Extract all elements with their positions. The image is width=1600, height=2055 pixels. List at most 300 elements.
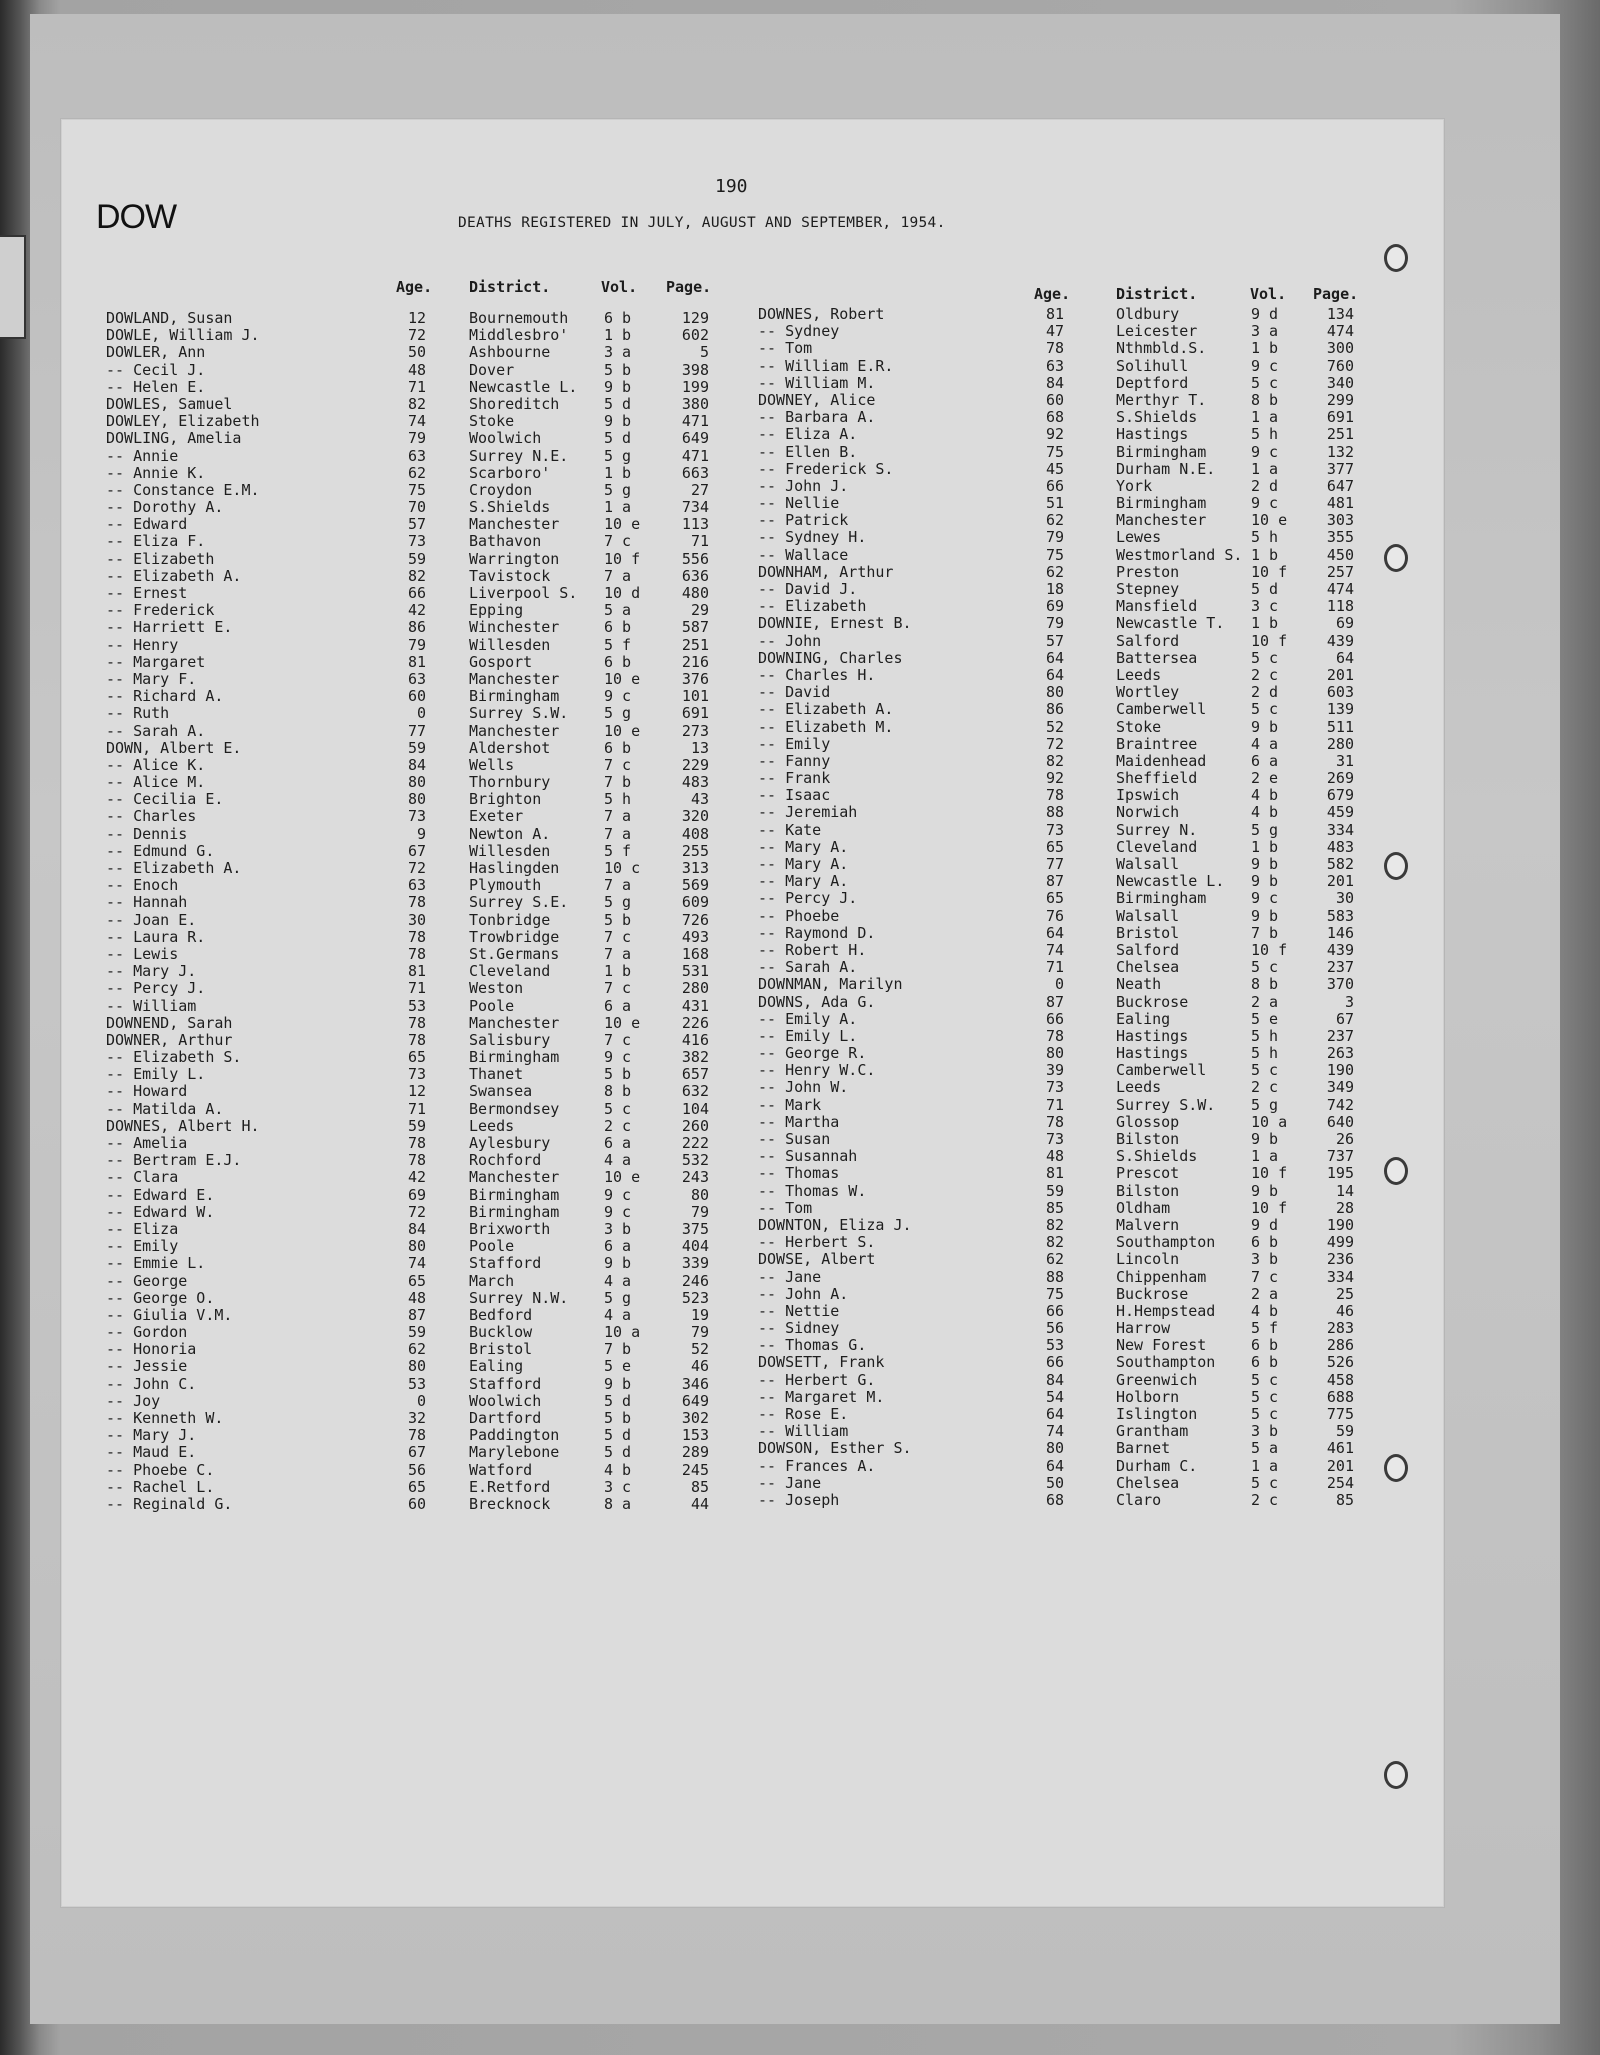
entry-age: 59 [407,549,426,568]
entry-district: Durham C. [1116,1456,1198,1475]
entry-age: 78 [407,927,426,946]
binder-hole [1384,544,1408,572]
entry-age: 84 [407,755,426,774]
entry-volume: 9 b [1251,906,1279,925]
entry-page: 85 [1335,1490,1354,1509]
entry-district: H.Hempstead [1116,1301,1216,1320]
entry-age: 60 [407,687,426,706]
entry-name: -- Elizabeth [758,597,867,616]
entry-age: 80 [407,790,426,809]
entry-district: March [469,1271,515,1290]
register-entry [106,516,746,533]
entry-volume: 4 a [604,1151,632,1170]
register-entry [758,770,1378,787]
entry-volume: 7 c [604,755,632,774]
register-entry [106,843,746,860]
entry-volume: 1 a [1251,459,1279,478]
register-entry [758,1183,1378,1200]
register-entry [758,839,1378,856]
entry-page: 201 [1326,872,1354,891]
entry-age: 65 [407,1477,426,1496]
entry-name: -- Eliza A. [758,425,858,444]
entry-volume: 9 c [1251,356,1279,375]
entry-page: 243 [681,1168,709,1187]
entry-volume: 5 b [604,1409,632,1427]
entry-age: 67 [407,841,426,860]
entry-volume: 10 e [604,721,641,740]
register-entry [106,1393,746,1410]
entry-page: 483 [1326,837,1354,856]
entry-district: Willesden [469,635,551,654]
entry-volume: 1 a [1251,1147,1279,1166]
entry-volume: 5 g [604,893,632,912]
entry-name: -- Hannah [106,893,188,912]
entry-page: 471 [681,446,709,465]
entry-name: -- Edmund G. [106,841,215,860]
entry-page: 734 [681,498,709,517]
register-entry [106,1221,746,1238]
register-entry [758,375,1378,392]
register-entry [758,581,1378,598]
entry-district: Plymouth [469,876,542,895]
entry-page: 480 [681,584,709,602]
entry-district: Salford [1116,631,1180,650]
entry-page: 43 [690,790,709,809]
entry-name: -- Alice M. [106,773,206,792]
register-entry [106,1410,746,1427]
entry-district: Deptford [1116,373,1189,392]
entry-page: 380 [681,394,709,413]
entry-district: New Forest [1116,1336,1207,1355]
entry-age: 80 [407,1237,426,1256]
entry-name: -- John J. [758,476,849,495]
entry-district: Westmorland S. [1116,545,1243,564]
entry-volume: 3 c [604,1477,632,1496]
entry-page: 775 [1326,1405,1354,1423]
entry-name: DOWNES, Albert H. [106,1116,260,1135]
entry-page: 46 [1335,1301,1354,1320]
entry-age: 0 [416,704,426,723]
entry-name: -- Mary A. [758,872,849,891]
entry-volume: 2 c [1251,665,1279,684]
left-entries-column [106,278,746,1513]
entry-volume: 6 b [1251,1336,1279,1355]
register-entry [106,1152,746,1169]
entry-age: 77 [407,721,426,740]
register-entry [758,444,1378,461]
entry-volume: 5 b [604,910,632,929]
entry-district: Birmingham [469,687,560,706]
entry-district: Lincoln [1116,1250,1180,1269]
entry-age: 53 [407,996,426,1015]
register-entry [106,774,746,791]
entry-page: 461 [1326,1439,1354,1458]
binder-hole [1384,852,1408,880]
entry-district: Bournemouth [469,309,569,327]
entry-district: Lewes [1116,528,1162,547]
entry-district: Stepney [1116,580,1180,598]
entry-page: 688 [1326,1387,1354,1406]
entry-volume: 2 d [1251,476,1279,495]
entry-page: 742 [1326,1095,1354,1114]
entry-name: -- Elizabeth [106,549,215,568]
register-entry [758,1079,1378,1096]
entry-district: Leicester [1116,322,1198,341]
entry-volume: 5 d [604,1426,632,1445]
entry-age: 66 [1045,1353,1064,1372]
entry-volume: 1 b [1251,837,1279,856]
entry-name: -- Mary J. [106,962,197,981]
entry-volume: 5 a [604,601,632,620]
entry-age: 66 [1045,1009,1064,1028]
entry-name: -- William E.R. [758,356,894,375]
age-header: Age. [1034,285,1071,303]
entry-district: Chelsea [1116,958,1180,977]
entry-volume: 5 g [604,480,632,499]
entry-age: 62 [1045,1250,1064,1269]
entry-volume: 5 h [604,790,632,809]
entry-page: 245 [681,1460,709,1479]
entry-district: Brighton [469,790,542,809]
entry-name: -- Clara [106,1168,179,1187]
entry-district: Greenwich [1116,1370,1198,1389]
entry-volume: 5 c [604,1099,632,1118]
entry-name: -- Raymond D. [758,923,876,942]
entry-age: 74 [407,412,426,431]
entry-volume: 4 b [1251,803,1279,822]
register-entry [758,1337,1378,1354]
page-number: 190 [715,176,748,197]
entry-page: 132 [1326,442,1354,461]
entry-age: 82 [1045,1233,1064,1252]
entry-page: 27 [690,480,709,499]
entry-district: Cleveland [469,962,551,981]
entry-name: -- Frank [758,769,831,788]
register-entry [106,1066,746,1083]
binder-hole [1384,1157,1408,1185]
entry-age: 64 [1045,1405,1064,1423]
entry-district: Swansea [469,1082,533,1101]
register-entry [106,705,746,722]
entry-page: 246 [681,1271,709,1290]
entry-district: Manchester [1116,511,1207,530]
entry-name: -- Mary A. [758,837,849,856]
entry-age: 92 [1045,425,1064,444]
entry-age: 81 [1045,1164,1064,1183]
entry-age: 79 [407,635,426,654]
entry-name: -- Percy J. [106,979,206,998]
register-entry [106,1204,746,1221]
register-entry [106,602,746,619]
entry-name: -- Thomas G. [758,1336,867,1355]
entry-volume: 9 c [1251,889,1279,908]
entry-volume: 3 b [604,1219,632,1238]
entry-page: 737 [1326,1147,1354,1166]
entry-page: 26 [1335,1130,1354,1148]
entry-volume: 2 e [1251,769,1279,788]
entry-page: 190 [1326,1215,1354,1234]
entry-name: -- Thomas W. [758,1181,867,1200]
entry-page: 377 [1326,459,1354,478]
entry-volume: 5 g [604,704,632,723]
entry-page: 85 [690,1477,709,1496]
entry-volume: 10 f [1251,1198,1288,1217]
entry-district: Neath [1116,975,1162,994]
entry-age: 42 [407,1168,426,1187]
entry-name: -- William [758,1422,849,1441]
entry-page: 632 [681,1082,709,1101]
entry-age: 68 [1045,1490,1064,1509]
entry-page: 80 [690,1185,709,1204]
entry-volume: 4 a [604,1271,632,1290]
register-entry [106,929,746,946]
entry-volume: 9 c [604,687,632,706]
entry-name: DOWN, Albert E. [106,738,242,757]
register-entry [758,1475,1378,1492]
entry-volume: 5 h [1251,1044,1279,1063]
entry-age: 66 [1045,476,1064,495]
entry-name: -- Jane [758,1473,822,1492]
entry-page: 493 [681,927,709,946]
register-entry [758,1011,1378,1028]
entry-district: Manchester [469,721,560,740]
entry-district: Haslingden [469,859,560,877]
entry-volume: 9 b [604,1254,632,1273]
entry-age: 71 [407,979,426,998]
register-entry [758,856,1378,873]
entry-volume: 9 b [1251,855,1279,873]
column-header-row [758,285,1378,305]
entry-district: Prescot [1116,1164,1180,1183]
entry-age: 82 [1045,751,1064,770]
entry-page: 251 [681,635,709,654]
register-entry [106,980,746,997]
entry-page: 450 [1326,545,1354,564]
binder-hole [1384,1454,1408,1482]
entry-age: 64 [1045,648,1064,667]
entry-name: -- John [758,631,822,650]
register-entry [106,723,746,740]
entry-volume: 9 b [604,377,632,396]
entry-district: Epping [469,601,524,620]
entry-name: DOWLEY, Elizabeth [106,412,260,431]
entry-page: 609 [681,893,709,912]
entry-district: Claro [1116,1490,1162,1509]
register-entry [758,615,1378,632]
register-entry [758,1269,1378,1286]
entry-name: -- John C. [106,1374,197,1393]
register-entry [106,1083,746,1100]
entry-name: -- Harriett E. [106,618,233,637]
entry-district: Manchester [469,1168,560,1187]
entry-age: 72 [407,326,426,345]
entry-district: Bermondsey [469,1099,560,1118]
entry-page: 30 [1335,889,1354,908]
entry-name: DOWNES, Robert [758,305,885,323]
entry-volume: 2 c [1251,1078,1279,1097]
register-entry [758,959,1378,976]
entry-page: 375 [681,1219,709,1238]
entry-name: -- Mary F. [106,669,197,688]
entry-page: 408 [681,824,709,843]
entry-page: 146 [1326,923,1354,942]
entry-page: 118 [1326,597,1354,616]
entry-volume: 9 b [604,1374,632,1393]
register-entry [758,1458,1378,1475]
entry-page: 302 [681,1409,709,1427]
entry-page: 636 [681,566,709,585]
entry-name: -- Sidney [758,1319,840,1338]
entry-age: 42 [407,601,426,620]
entry-district: Preston [1116,562,1180,581]
entry-volume: 5 c [1251,373,1279,392]
entry-district: Holborn [1116,1387,1180,1406]
entry-district: Birmingham [1116,494,1207,513]
entry-volume: 7 c [604,532,632,551]
entry-page: 46 [690,1357,709,1376]
entry-volume: 9 c [604,1048,632,1067]
register-entry [758,1372,1378,1389]
entry-district: Birmingham [1116,889,1207,908]
register-entry [106,551,746,568]
entry-age: 67 [407,1443,426,1462]
binder-hole [1384,1761,1408,1789]
register-entry [758,323,1378,340]
entry-volume: 7 b [1251,923,1279,942]
entry-district: Stoke [1116,717,1162,736]
register-title: DEATHS REGISTERED IN JULY, AUGUST AND SEPTEMBER, 1954. [458,215,946,231]
entry-name: -- Tom [758,339,813,358]
entry-page: 532 [681,1151,709,1170]
entry-district: Glossop [1116,1112,1180,1131]
entry-age: 74 [1045,940,1064,959]
entry-page: 28 [1335,1198,1354,1217]
entry-district: Surrey N.W. [469,1288,569,1307]
entry-volume: 6 a [604,1134,632,1152]
entry-district: Surrey S.W. [469,704,569,723]
entry-age: 9 [416,824,426,843]
entry-district: Birmingham [469,1048,560,1067]
entry-volume: 9 c [604,1202,632,1221]
entry-volume: 9 c [604,1185,632,1204]
entry-district: Leeds [1116,1078,1162,1097]
entry-volume: 4 b [604,1460,632,1479]
entry-page: 569 [681,876,709,895]
entry-age: 75 [1045,442,1064,461]
entry-name: -- Annie [106,446,179,465]
entry-name: -- Amelia [106,1134,188,1152]
entry-age: 84 [1045,1370,1064,1389]
register-entry [758,512,1378,529]
entry-age: 78 [407,1426,426,1445]
entry-name: -- Nellie [758,494,840,513]
entry-name: -- Emily [758,734,831,753]
entry-age: 65 [1045,837,1064,856]
entry-age: 78 [407,1013,426,1032]
entry-age: 57 [1045,631,1064,650]
register-entry [758,787,1378,804]
entry-district: Bedford [469,1305,533,1324]
entry-volume: 9 d [1251,305,1279,323]
register-entry [106,894,746,911]
entry-name: DOWNEND, Sarah [106,1013,233,1032]
register-entry [106,310,746,327]
entry-page: 299 [1326,390,1354,409]
entry-volume: 1 b [604,962,632,981]
entry-name: -- Ruth [106,704,170,723]
register-entry [758,633,1378,650]
register-entry [758,426,1378,443]
entry-page: 691 [681,704,709,723]
entry-page: 647 [1326,476,1354,495]
entry-page: 280 [1326,734,1354,753]
entry-age: 59 [407,1323,426,1342]
entry-name: -- George R. [758,1044,867,1063]
entry-name: -- Phoebe C. [106,1460,215,1479]
entry-name: -- David [758,683,831,702]
entry-volume: 7 c [604,979,632,998]
register-entry [758,736,1378,753]
entry-name: -- Susan [758,1130,831,1148]
entry-volume: 6 b [1251,1233,1279,1252]
entry-volume: 6 b [604,618,632,637]
entry-name: -- Tom [758,1198,813,1217]
entry-district: Exeter [469,807,524,826]
register-entry [758,1148,1378,1165]
entry-volume: 6 b [1251,1353,1279,1372]
entry-age: 80 [1045,1044,1064,1063]
entry-name: DOWNEY, Alice [758,390,876,409]
entry-page: 313 [681,859,709,877]
entry-district: Southampton [1116,1353,1216,1372]
register-entry [106,413,746,430]
register-entry [758,1028,1378,1045]
entry-age: 78 [407,1151,426,1170]
entry-district: Dover [469,360,515,379]
register-entry [758,461,1378,478]
entry-name: -- Nettie [758,1301,840,1320]
entry-page: 168 [681,944,709,963]
entry-name: -- Cecil J. [106,360,206,379]
entry-age: 66 [1045,1301,1064,1320]
entry-district: Oldham [1116,1198,1171,1217]
register-entry [758,650,1378,667]
entry-age: 82 [407,566,426,585]
entry-age: 78 [1045,1026,1064,1045]
entry-volume: 4 a [604,1305,632,1324]
entry-district: Newcastle T. [1116,614,1225,633]
entry-volume: 8 b [1251,975,1279,994]
register-entry [106,877,746,894]
entry-page: 370 [1326,975,1354,994]
entry-name: -- William [106,996,197,1015]
entry-age: 63 [407,669,426,688]
entry-volume: 5 a [1251,1439,1279,1458]
entry-name: DOWNER, Arthur [106,1030,233,1049]
entry-volume: 2 a [1251,1284,1279,1303]
register-entry [106,1101,746,1118]
entry-volume: 1 b [1251,339,1279,358]
entry-page: 29 [690,601,709,620]
entry-district: Brecknock [469,1494,551,1513]
entry-volume: 9 c [1251,442,1279,461]
entry-page: 67 [1335,1009,1354,1028]
register-entry [758,925,1378,942]
register-entry [106,327,746,344]
entry-age: 60 [1045,390,1064,409]
entry-age: 71 [407,1099,426,1118]
register-entry [758,1251,1378,1268]
